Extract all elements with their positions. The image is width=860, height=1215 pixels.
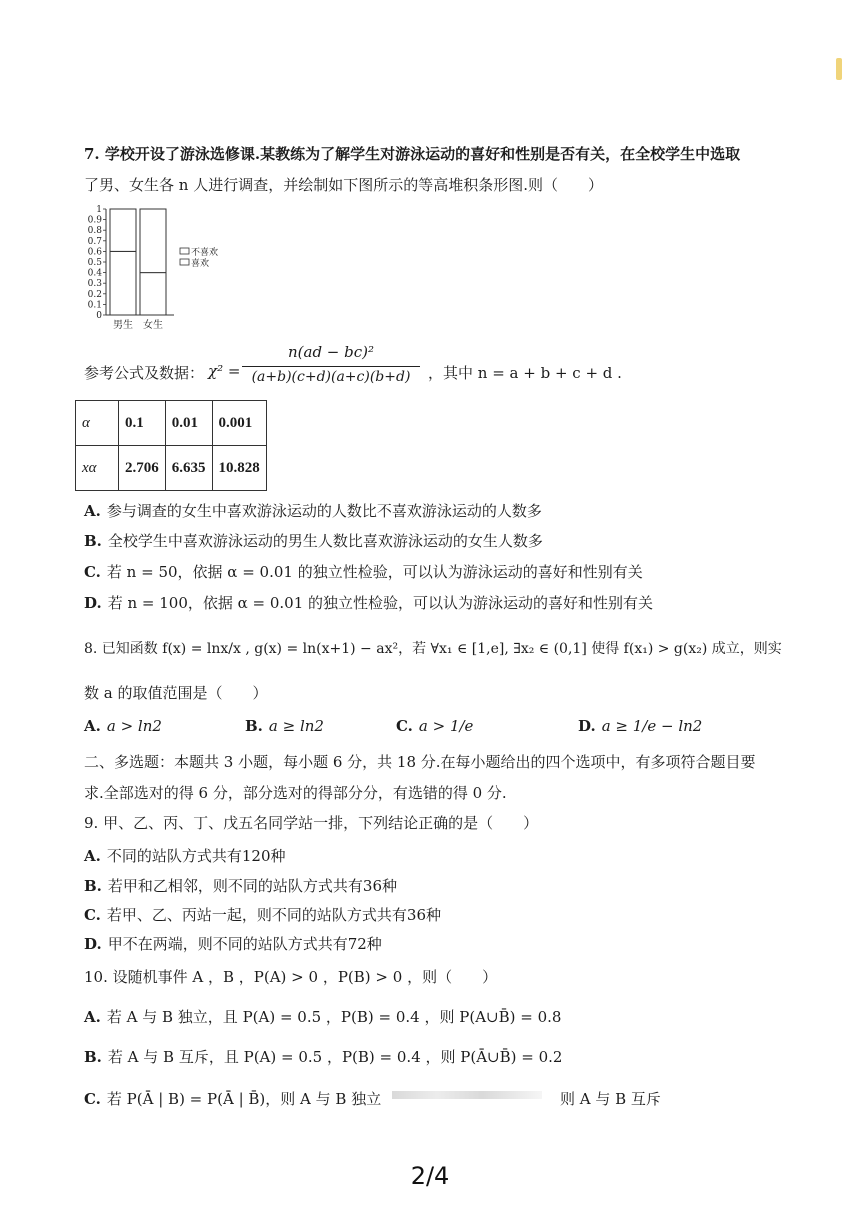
- q7-line1: 7. 学校开设了游泳选修课.某教练为了解学生对游泳运动的喜好和性别是否有关，在全校学生中选取: [84, 145, 741, 163]
- legend-label: 喜欢: [191, 259, 210, 269]
- q9-option-d: D. 甲不在两端，则不同的站队方式共有72种: [84, 935, 382, 953]
- table-cell: 6.635: [165, 446, 212, 491]
- y-tick-label: 0.6: [87, 247, 102, 258]
- table-cell: 2.706: [119, 446, 166, 491]
- table-cell: 10.828: [212, 446, 266, 491]
- legend-label: 不喜欢: [191, 248, 219, 258]
- smudged-text: [392, 1091, 542, 1099]
- formula-numerator: n(ad − bc)²: [287, 343, 375, 361]
- y-tick-label: 0.3: [87, 279, 102, 290]
- q10-stem: 10. 设随机事件 A ，B ，P(A) > 0 ，P(B) > 0 ，则（ ）: [84, 968, 498, 986]
- q10-option-c: C. 若 P(Ā | B) = P(Ā | B̄)，则 A 与 B 独立: [84, 1090, 382, 1108]
- y-tick-label: 0: [96, 311, 102, 321]
- y-tick-label: 0.8: [87, 226, 102, 237]
- stacked-bar-chart: [84, 203, 254, 333]
- q10-option-b: B. 若 A 与 B 互斥，且 P(A) = 0.5 ，P(B) = 0.4 ，则 P(Ā∪B̄) = 0.2: [84, 1048, 563, 1066]
- q10-option-a: A. 若 A 与 B 独立，且 P(A) = 0.5 ，P(B) = 0.4 ，则 P(A∪B̄) = 0.8: [84, 1008, 562, 1026]
- y-tick-label: 0.4: [87, 268, 102, 279]
- formula-intro: 参考公式及数据：: [84, 364, 205, 382]
- table-row: [76, 446, 267, 491]
- q7-option-c: C. 若 n = 50，依据 α = 0.01 的独立性检验，可以认为游泳运动的喜好和性别有关: [84, 563, 643, 581]
- bar-segment: [110, 209, 136, 251]
- y-tick-label: 0.9: [87, 215, 102, 226]
- formula-tail: ，其中 n = a + b + c + d .: [428, 364, 622, 382]
- y-tick-label: 0.2: [87, 289, 102, 300]
- q9-option-b: B. 若甲和乙相邻，则不同的站队方式共有36种: [84, 877, 397, 895]
- section2-line1: 二、多选题：本题共 3 小题，每小题 6 分，共 18 分.在每小题给出的四个选项中，有多项符合题目要: [84, 753, 756, 771]
- y-tick-label: 0.5: [87, 258, 102, 268]
- section2-line2: 求.全部选对的得 6 分，部分选对的得部分分，有选错的得 0 分.: [84, 784, 507, 802]
- q8-option-c: C. a > 1/e: [396, 717, 474, 735]
- q9-stem: 9. 甲、乙、丙、丁、戊五名同学站一排，下列结论正确的是（ ）: [84, 814, 539, 832]
- q7-option-d: D. 若 n = 100，依据 α = 0.01 的独立性检验，可以认为游泳运动的喜好和性别有关: [84, 594, 654, 612]
- page-number: 2/4: [410, 1162, 450, 1190]
- y-tick-label: 0.1: [87, 300, 102, 311]
- fraction-bar: [242, 366, 420, 367]
- bar-segment: [110, 251, 136, 315]
- q8-option-d: D. a ≥ 1/e − ln2: [578, 717, 703, 735]
- bar-segment: [140, 273, 166, 315]
- q7-line2: 了男、女生各 n 人进行调查，并绘制如下图所示的等高堆积条形图.则（ ）: [84, 176, 603, 194]
- q8-line1: 8. 已知函数 f(x) = lnx/x , g(x) = ln(x+1) − ax²，若 ∀x₁ ∈ [1,e], ∃x₂ ∈ (0,1] 使得 f(x₁) > g(x₂) 成立，则实: [84, 641, 782, 657]
- scan-edge-mark: [836, 58, 842, 80]
- q9-option-a: A. 不同的站队方式共有120种: [84, 847, 286, 865]
- q10-option-d-tail: 则 A 与 B 互斥: [560, 1090, 661, 1108]
- q7-option-a: A. 参与调查的女生中喜欢游泳运动的人数比不喜欢游泳运动的人数多: [84, 502, 542, 520]
- table-cell: 0.1: [119, 401, 166, 446]
- formula-lhs: χ² =: [208, 362, 241, 380]
- formula-denominator: (a+b)(c+d)(a+c)(b+d): [251, 369, 411, 385]
- table-cell: 0.01: [165, 401, 212, 446]
- x-category-label: 女生: [143, 320, 163, 331]
- q8-option-a: A. a > ln2: [84, 717, 162, 735]
- q7-option-b: B. 全校学生中喜欢游泳运动的男生人数比喜欢游泳运动的女生人数多: [84, 532, 543, 550]
- bar-segment: [140, 209, 166, 273]
- table-cell: 0.001: [212, 401, 266, 446]
- y-tick-label: 0.7: [87, 236, 102, 247]
- legend-swatch: [180, 259, 189, 265]
- critical-value-table: [75, 400, 267, 491]
- table-cell: xα: [76, 446, 119, 491]
- table-row: [76, 401, 267, 446]
- legend-swatch: [180, 248, 189, 254]
- y-tick-label: 1: [96, 205, 102, 215]
- x-category-label: 男生: [113, 320, 133, 331]
- table-cell: α: [76, 401, 119, 446]
- q9-option-c: C. 若甲、乙、丙站一起，则不同的站队方式共有36种: [84, 906, 441, 924]
- q8-line2: 数 a 的取值范围是（ ）: [84, 684, 268, 702]
- q8-option-b: B. a ≥ ln2: [245, 717, 324, 735]
